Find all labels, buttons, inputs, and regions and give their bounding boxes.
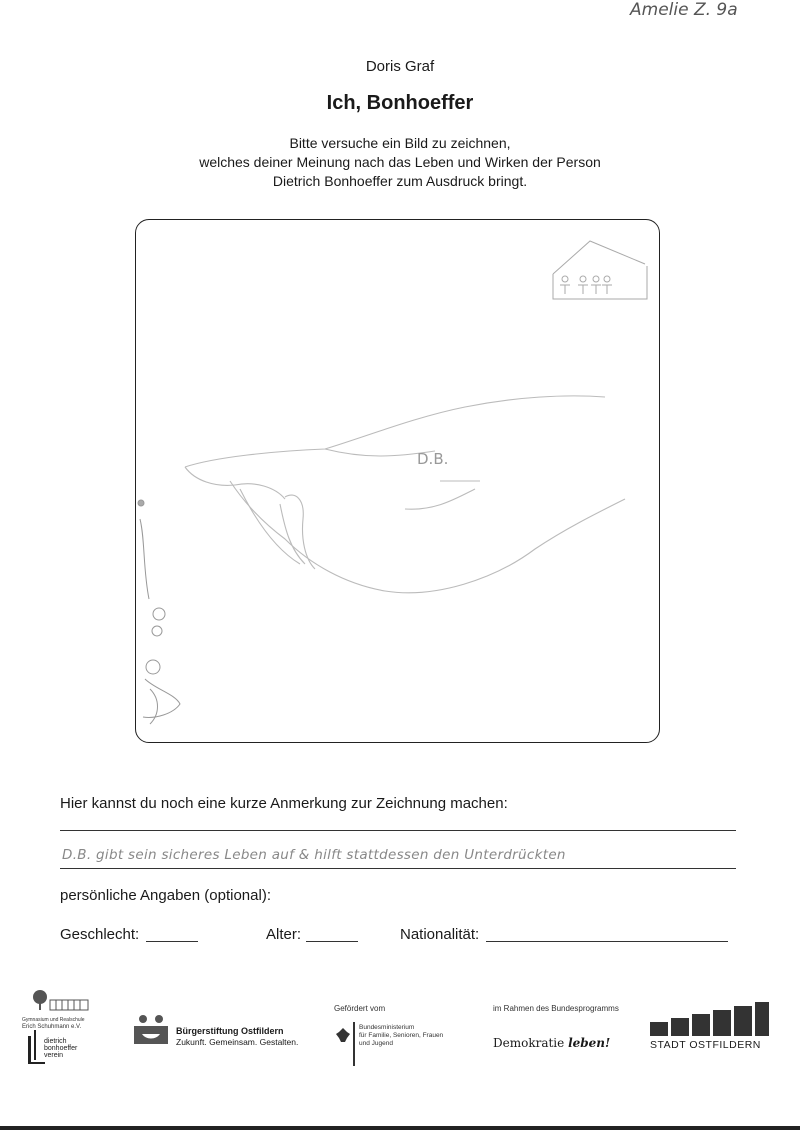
flag-bar <box>353 1022 355 1066</box>
instruction-line-1: Bitte versuche ein Bild zu zeichnen, <box>289 135 511 151</box>
gender-field[interactable] <box>146 941 198 942</box>
verein-mark-icon <box>28 1036 45 1064</box>
house-with-figures-sketch <box>553 241 647 299</box>
comment-handwritten: D.B. gibt sein sicheres Leben auf & hilft stattdessen den Unterdrückten <box>62 847 566 863</box>
eagle-icon <box>335 1026 351 1044</box>
pencil-drawing <box>135 219 660 743</box>
school-logo <box>22 988 102 1031</box>
stadt-ostfildern-logo <box>650 1000 772 1052</box>
verein-word-2: bonhoeffer <box>44 1045 78 1052</box>
hand-initials: D.B. <box>417 450 449 468</box>
people-logo-icon <box>132 1012 170 1046</box>
ministerium-line-2: für Familie, Senioren, Frauen <box>359 1032 444 1039</box>
demokratie-word: Demokratie <box>493 1036 565 1050</box>
bonhoeffer-verein-logo <box>28 1036 98 1064</box>
school-name-line-1: Gymnasium und Realschule <box>22 1017 85 1023</box>
verein-word-1: dietrich <box>44 1038 67 1045</box>
open-hand-sketch <box>185 396 625 593</box>
instructions <box>0 134 800 191</box>
scan-edge <box>0 1126 800 1130</box>
programm-label: im Rahmen des Bundesprogramms <box>493 1004 619 1013</box>
leben-word: leben! <box>568 1036 611 1050</box>
stiftung-name: Bürgerstiftung Ostfildern <box>176 1026 284 1036</box>
verein-word-3: verein <box>44 1052 64 1059</box>
school-name-line-2: Erich Schuhmann e.V. <box>22 1024 82 1030</box>
gefoerdert-label: Gefördert vom <box>334 1004 386 1013</box>
instruction-line-3: Dietrich Bonhoeffer zum Ausdruck bringt. <box>272 173 528 189</box>
tree-building-icon <box>22 988 92 1012</box>
nationality-label: Nationalität: <box>400 926 480 943</box>
nationality-field[interactable] <box>486 941 728 942</box>
buergerstiftung-logo <box>132 1012 332 1052</box>
instruction-line-2: welches deiner Meinung nach das Leben und Wirken der Person <box>199 154 601 170</box>
author-name: Doris Graf <box>365 58 435 75</box>
ministerium-logo <box>335 1022 455 1068</box>
gender-label: Geschlecht: <box>60 926 140 943</box>
student-name-note: Amelie Z. 9a <box>630 0 738 20</box>
ministerium-line-3: und Jugend <box>359 1040 393 1047</box>
comment-line-1[interactable] <box>60 830 736 831</box>
age-field[interactable] <box>306 941 358 942</box>
demokratie-leben-logo <box>493 1036 610 1050</box>
comment-prompt: Hier kannst du noch eine kurze Anmerkung zur Zeichnung machen: <box>60 795 508 812</box>
personal-info-heading: persönliche Angaben (optional): <box>60 887 271 904</box>
stadt-name: STADT OSTFILDERN <box>650 1039 761 1051</box>
crouching-figures-sketch <box>138 500 180 724</box>
ministerium-line-1: Bundesministerium <box>359 1024 415 1031</box>
page-title: Ich, Bonhoeffer <box>326 92 474 114</box>
city-bars-icon <box>650 1000 770 1036</box>
comment-line-2[interactable] <box>60 868 736 869</box>
age-label: Alter: <box>266 926 302 943</box>
stiftung-slogan: Zukunft. Gemeinsam. Gestalten. <box>176 1037 299 1047</box>
cross-mark <box>34 1030 36 1060</box>
